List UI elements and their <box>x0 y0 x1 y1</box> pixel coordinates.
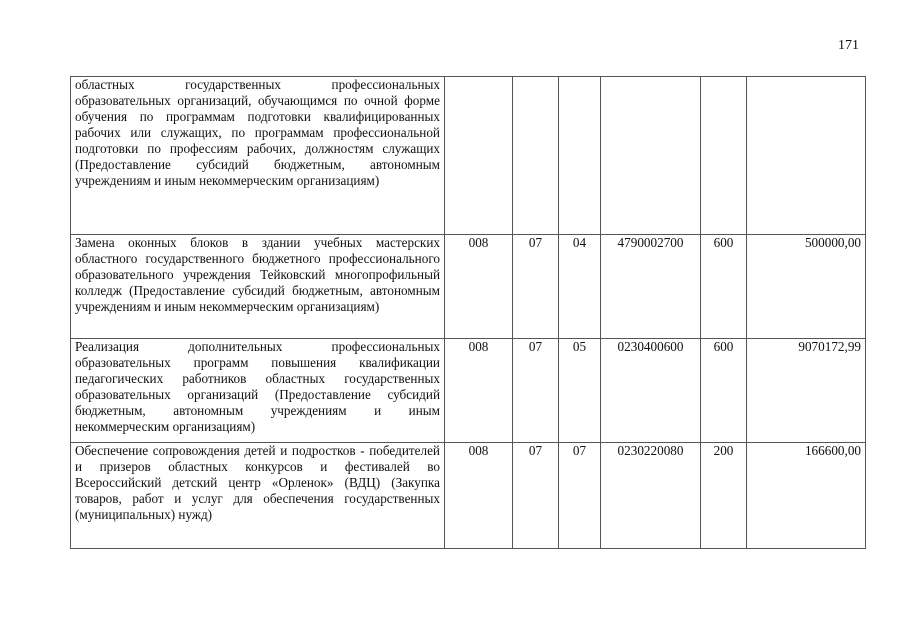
subsection-code: 05 <box>559 339 601 443</box>
expense-type-code <box>701 77 747 235</box>
budget-table <box>70 76 866 549</box>
subsection-code <box>559 77 601 235</box>
section-code: 07 <box>513 339 559 443</box>
row-description: областных государственных профессиональных образовательных организаций, обучающимся по очной форме обучения по программам подготовки квалифицированных рабочих или служащих, по программам профессиональной подготовки по профессиям рабочих, должностям служащих (Предоставление субсидий бюджетным, автономным учреждениям и иным некоммерческим организациям) <box>71 77 445 235</box>
expense-type-code: 600 <box>701 339 747 443</box>
table-row <box>71 339 866 443</box>
amount-value: 9070172,99 <box>747 339 866 443</box>
expense-type-code: 200 <box>701 443 747 549</box>
ministry-code: 008 <box>445 235 513 339</box>
row-description: Замена оконных блоков в здании учебных мастерских областного государственного бюджетного профессионального образовательного учреждения Тейковский многопрофильный колледж (Предоставление субсидий бюджетным, автономным учреждениям и иным некоммерческим организациям) <box>71 235 445 339</box>
target-article-code <box>601 77 701 235</box>
target-article-code: 0230220080 <box>601 443 701 549</box>
row-description: Обеспечение сопровождения детей и подростков - победителей и призеров областных конкурсов и фестивалей во Всероссийский детский центр «Орленок» (ВДЦ) (Закупка товаров, работ и услуг для обеспечения государственных (муниципальных) нужд) <box>71 443 445 549</box>
section-code <box>513 77 559 235</box>
amount-value <box>747 77 866 235</box>
section-code: 07 <box>513 235 559 339</box>
table-row <box>71 443 866 549</box>
ministry-code: 008 <box>445 443 513 549</box>
ministry-code <box>445 77 513 235</box>
amount-value: 500000,00 <box>747 235 866 339</box>
row-description: Реализация дополнительных профессиональных образовательных программ повышения квалификации педагогических работников областных государственных образовательных организаций (Предоставление субсидий бюджетным, автономным учреждениям и иным некоммерческим организациям) <box>71 339 445 443</box>
table-row <box>71 77 866 235</box>
subsection-code: 07 <box>559 443 601 549</box>
expense-type-code: 600 <box>701 235 747 339</box>
section-code: 07 <box>513 443 559 549</box>
ministry-code: 008 <box>445 339 513 443</box>
target-article-code: 4790002700 <box>601 235 701 339</box>
subsection-code: 04 <box>559 235 601 339</box>
table-row <box>71 235 866 339</box>
page-number: 171 <box>838 38 859 53</box>
amount-value: 166600,00 <box>747 443 866 549</box>
target-article-code: 0230400600 <box>601 339 701 443</box>
